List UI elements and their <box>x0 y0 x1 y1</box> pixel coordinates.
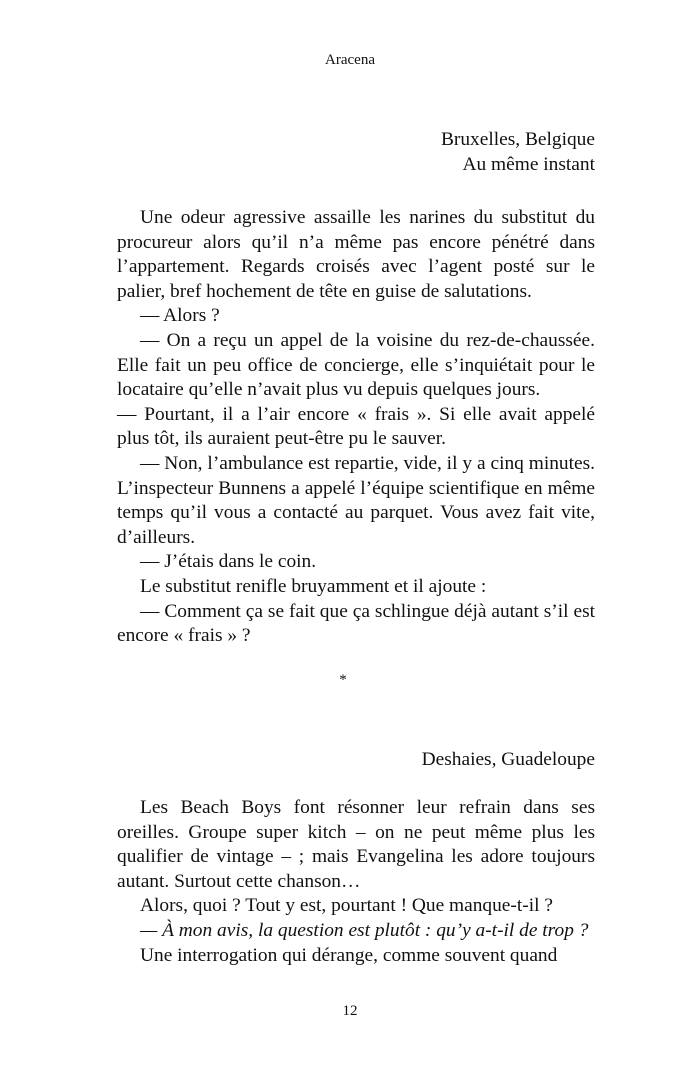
section-1-heading <box>117 128 595 177</box>
dialogue-line: — Alors ? <box>140 305 220 327</box>
running-head: Aracena <box>325 52 375 68</box>
dialogue-line: — Non, l’ambulance est repartie, vide, il y a cinq minutes. L’inspecteur Bunnens a appelé l’équipe scientifique en même temps qu’il vous a contacté au parquet. Vous avez fait vite, d’ailleurs. <box>117 452 595 548</box>
section-2-heading <box>117 748 595 773</box>
page-number: 12 <box>342 1003 358 1019</box>
paragraph: Les Beach Boys font résonner leur refrain dans ses oreilles. Groupe super kitch – on ne peut même plus les qualifier de vintage – ; mais Evangelina les adore toujours autant. Surtout cette chanson… <box>117 797 595 892</box>
paragraph: Une interrogation qui dérange, comme souvent quand <box>140 944 558 966</box>
section-2-text <box>117 796 595 968</box>
section-1-time: Au même instant <box>462 153 595 175</box>
dialogue-line: — On a reçu un appel de la voisine du rez-de-chaussée. Elle fait un peu office de concierge, elle s’inquiétait pour le locataire qu’elle n’avait plus vu depuis quelques jours. <box>117 329 595 401</box>
paragraph: Alors, quoi ? Tout y est, pourtant ! Que manque-t-il ? <box>140 895 553 917</box>
section-2-place: Deshaies, Guadeloupe <box>421 749 595 770</box>
italic-dialogue: — À mon avis, la question est plutôt : qu’y a-t-il de trop ? <box>140 919 589 941</box>
dialogue-line: — Pourtant, il a l’air encore « frais ». Si elle avait appelé plus tôt, ils auraient peut-être pu le sauver. <box>117 403 595 450</box>
dialogue-line: — J’étais dans le coin. <box>140 551 317 573</box>
dialogue-line <box>117 919 595 944</box>
section-1-place: Bruxelles, Belgique <box>440 129 595 150</box>
scene-separator: * <box>339 672 347 688</box>
paragraph: Le substitut renifle bruyamment et il ajoute : <box>140 575 487 597</box>
dialogue-line: — Comment ça se fait que ça schlingue déjà autant s’il est encore « frais » ? <box>117 600 595 647</box>
section-1-text <box>117 206 595 649</box>
paragraph: Une odeur agressive assaille les narines du substitut du procureur alors qu’il n’a même pas encore pénétré dans l’appartement. Regards croisés avec l’agent posté sur le palier, bref hochement de tête en guise de salutations. <box>117 207 595 302</box>
